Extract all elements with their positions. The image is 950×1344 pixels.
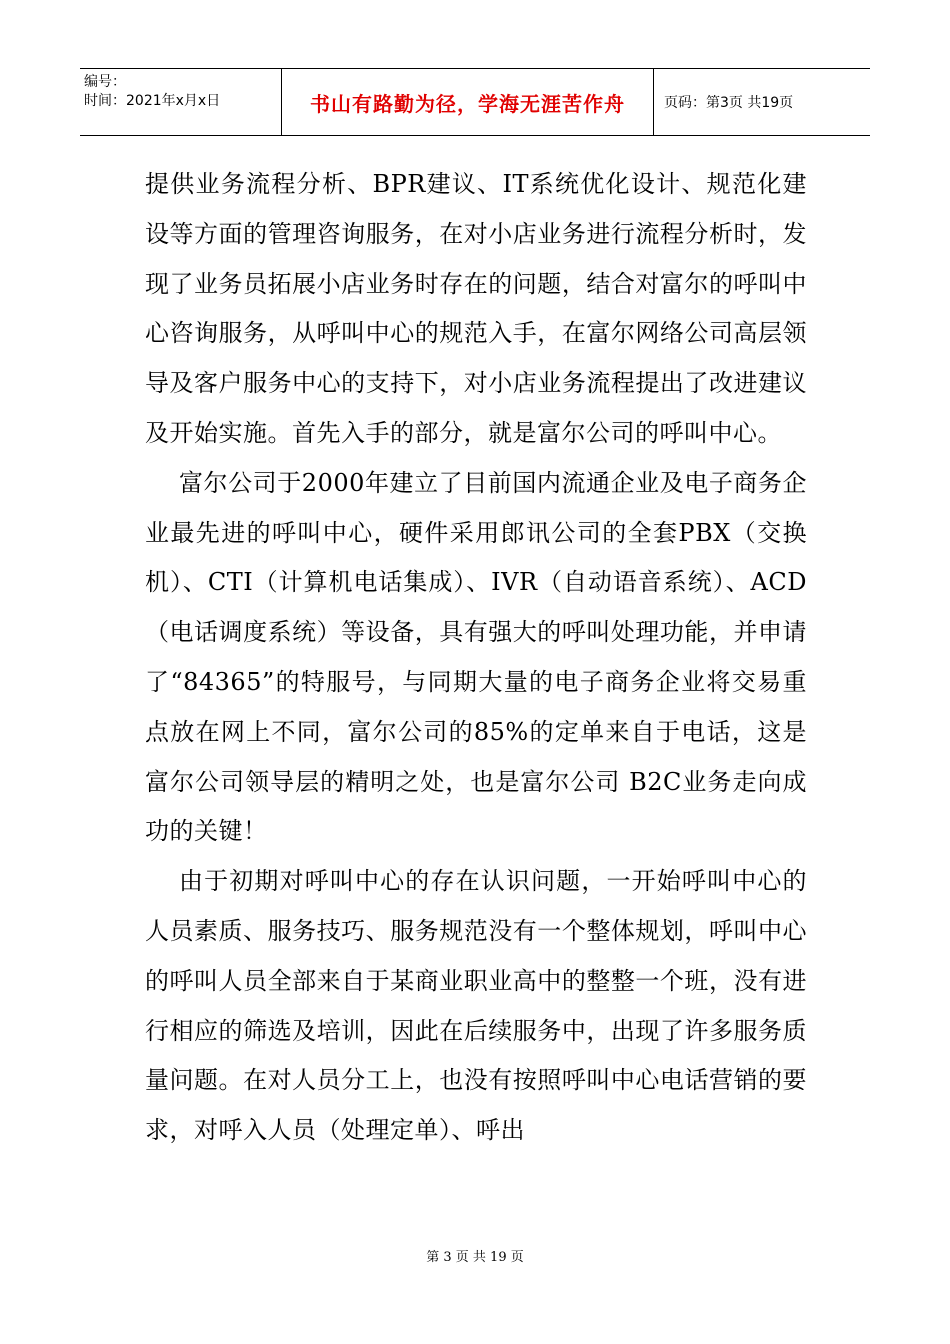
footer-page-number: 第 3 页 共 19 页 — [426, 1250, 524, 1265]
document-number-label: 编号： — [84, 74, 126, 90]
header-page-info-cell — [654, 69, 870, 135]
header-motto: 书山有路勤为径，学海无涯苦作舟 — [310, 91, 625, 116]
body-paragraph-3: 由于初期对呼叫中心的存在认识问题，一开始呼叫中心的人员素质、服务技巧、服务规范没有一个整体规划，呼叫中心的呼叫人员全部来自于某商业职业高中的整整一个班，没有进行相应的筛选及培训，因此在后续服务中，出现了许多服务质量问题。在对人员分工上，也没有按照呼叫中心电话营销的要求，对呼入人员（处理定单）、呼出 — [145, 867, 807, 1145]
header-page-info: 页码：第3页 共19页 — [664, 95, 794, 111]
header-motto-cell — [282, 69, 654, 135]
header-meta — [80, 69, 282, 135]
body-paragraph-1: 提供业务流程分析、BPR建议、IT系统优化设计、规范化建设等方面的管理咨询服务，在对小店业务进行流程分析时，发现了业务员拓展小店业务时存在的问题，结合对富尔的呼叫中心咨询服务，从呼叫中心的规范入手，在富尔网络公司高层领导及客户服务中心的支持下，对小店业务流程提出了改进建议及开始实施。首先入手的部分，就是富尔公司的呼叫中心。 — [145, 170, 807, 447]
body-paragraph-2: 富尔公司于2000年建立了目前国内流通企业及电子商务企业最先进的呼叫中心，硬件采用郎讯公司的全套PBX（交换机）、CTI（计算机电话集成）、IVR（自动语音系统）、ACD（电话调度系统）等设备，具有强大的呼叫处理功能，并申请了“84365”的特服号，与同期大量的电子商务企业将交易重点放在网上不同，富尔公司的85%的定单来自于电话，这是富尔公司领导层的精明之处，也是富尔公司 B2C业务走向成功的关键！ — [145, 468, 807, 846]
document-body — [145, 160, 807, 1156]
document-time-label: 时间：2021年x月x日 — [84, 93, 221, 109]
page-footer — [0, 1246, 950, 1265]
page-header — [80, 68, 870, 136]
